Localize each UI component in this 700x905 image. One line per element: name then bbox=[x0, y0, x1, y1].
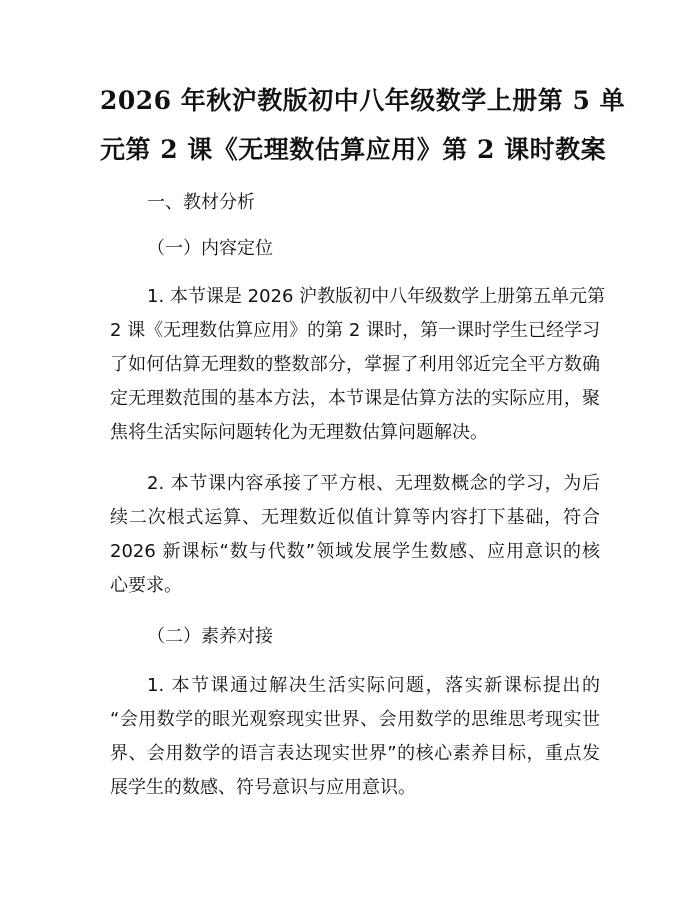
document-title-line-2: 元第 2 课《无理数估算应用》第 2 课时教案 bbox=[100, 135, 607, 164]
paragraph-line: 2 课《无理数估算应用》的第 2 课时，第一课时学生已经学习 bbox=[110, 320, 601, 341]
paragraph-line: 展学生的数感、符号意识与应用意识。 bbox=[110, 777, 416, 798]
subsection-heading-content-positioning: （一）内容定位 bbox=[147, 238, 273, 259]
subsection-heading-literacy-alignment: （二）素养对接 bbox=[147, 626, 273, 647]
paragraph-line: 界、会用数学的语言表达现实世界”的核心素养目标，重点发 bbox=[110, 743, 600, 764]
document-title-line-1: 2026 年秋沪教版初中八年级数学上册第 5 单 bbox=[100, 86, 626, 115]
paragraph-line: 续二次根式运算、无理数近似值计算等内容打下基础，符合 bbox=[110, 507, 600, 528]
paragraph-line: 2026 新课标“数与代数”领域发展学生数感、应用意识的核 bbox=[110, 541, 600, 562]
paragraph-line: 了如何估算无理数的整数部分，掌握了利用邻近完全平方数确 bbox=[110, 354, 600, 375]
paragraph-line: 2. 本节课内容承接了平方根、无理数概念的学习，为后 bbox=[147, 473, 600, 494]
paragraph-line: 1. 本节课是 2026 沪教版初中八年级数学上册第五单元第 bbox=[147, 286, 606, 307]
paragraph-line: 焦将生活实际问题转化为无理数估算问题解决。 bbox=[110, 422, 488, 443]
section-heading-teaching-material-analysis: 一、教材分析 bbox=[147, 192, 255, 213]
paragraph-line: “会用数学的眼光观察现实世界、会用数学的思维思考现实世 bbox=[110, 709, 600, 730]
paragraph-line: 定无理数范围的基本方法，本节课是估算方法的实际应用，聚 bbox=[110, 388, 600, 409]
paragraph-line: 心要求。 bbox=[110, 575, 182, 596]
paragraph-line: 1. 本节课通过解决生活实际问题，落实新课标提出的 bbox=[147, 675, 600, 696]
